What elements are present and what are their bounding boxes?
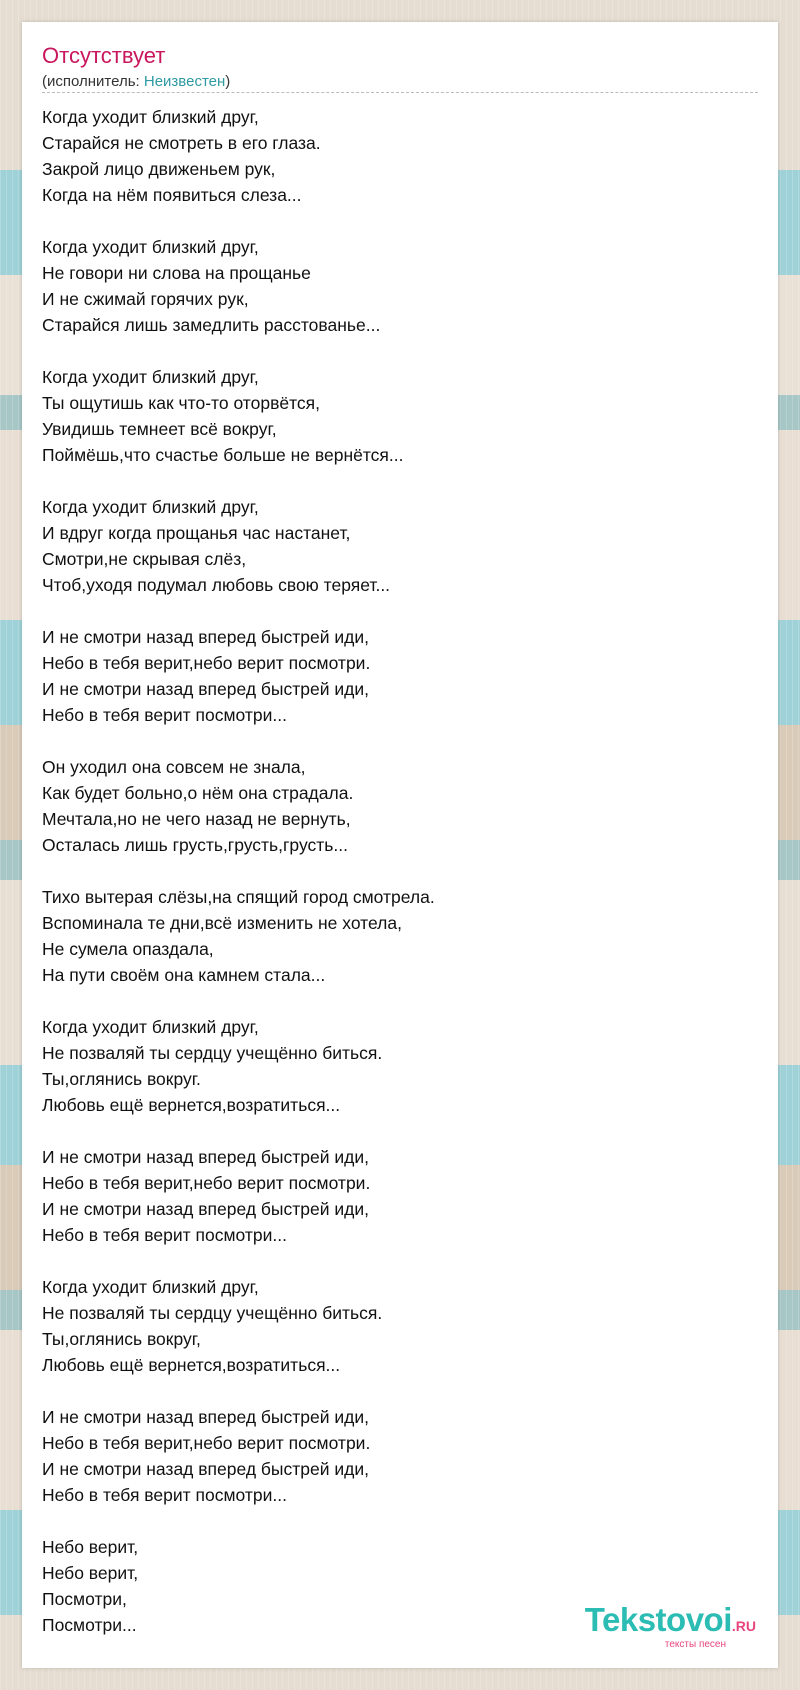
stanza-gap: [42, 858, 758, 884]
site-logo[interactable]: [585, 1603, 756, 1650]
lyric-line: Старайся лишь замедлить расстованье...: [42, 315, 381, 335]
lyric-line: Когда уходит близкий друг,: [42, 497, 259, 517]
lyrics-card: [22, 22, 778, 1668]
lyric-line: Небо в тебя верит посмотри...: [42, 1225, 287, 1245]
lyric-line: Мечтала,но не чего назад не вернуть,: [42, 809, 351, 829]
lyric-line: Небо в тебя верит,небо верит посмотри.: [42, 1433, 371, 1453]
lyric-line: Когда уходит близкий друг,: [42, 1277, 259, 1297]
lyric-line: И не смотри назад вперед быстрей иди,: [42, 1147, 369, 1167]
stanza-gap: [42, 1118, 758, 1144]
title-divider: [42, 92, 758, 93]
stanza-gap: [42, 338, 758, 364]
lyric-line: Небо в тебя верит,небо верит посмотри.: [42, 653, 371, 673]
lyric-line: Когда уходит близкий друг,: [42, 367, 259, 387]
stanza-gap: [42, 1508, 758, 1534]
lyric-line: Закрой лицо движеньем рук,: [42, 159, 276, 179]
song-title: Отсутствует: [42, 43, 166, 68]
lyric-line: Любовь ещё вернется,возратиться...: [42, 1095, 341, 1115]
stanza-gap: [42, 598, 758, 624]
lyric-line: Когда уходит близкий друг,: [42, 107, 259, 127]
lyric-line: Ты ощутишь как что-то оторвётся,: [42, 393, 321, 413]
lyric-line: Вспоминала те дни,всё изменить не хотела,: [42, 913, 402, 933]
lyric-line: Чтоб,уходя подумал любовь свою теряет...: [42, 575, 391, 595]
lyric-line: Посмотри...: [42, 1615, 137, 1635]
lyric-line: И вдруг когда прощанья час настанет,: [42, 523, 351, 543]
artist-prefix: (исполнитель:: [42, 73, 144, 90]
artist-link[interactable]: Неизвестен: [143, 73, 226, 90]
logo-tagline: тексты песен: [664, 1639, 726, 1650]
lyric-line: И не смотри назад вперед быстрей иди,: [42, 1199, 369, 1219]
lyric-line: Небо в тебя верит посмотри...: [42, 705, 287, 725]
stanza-gap: [42, 1248, 758, 1274]
lyric-line: Когда уходит близкий друг,: [42, 237, 259, 257]
lyric-line: Тихо вытерая слёзы,на спящий город смотрела.: [42, 887, 435, 907]
lyric-line: Старайся не смотреть в его глаза.: [42, 133, 321, 153]
stanza-gap: [42, 728, 758, 754]
lyric-line: Не позваляй ты сердцу учещённо биться.: [42, 1043, 383, 1063]
lyric-line: Поймёшь,что счастье больше не вернётся...: [42, 445, 404, 465]
lyric-line: Небо в тебя верит посмотри...: [42, 1485, 287, 1505]
lyric-line: И не смотри назад вперед быстрей иди,: [42, 627, 369, 647]
lyric-line: Небо верит,: [42, 1537, 139, 1557]
logo-brand-text: Tekstovoi: [584, 1601, 732, 1638]
lyric-line: Как будет больно,о нём она страдала.: [42, 783, 354, 803]
artist-line: [42, 72, 230, 92]
stanza-gap: [42, 208, 758, 234]
logo-brand: [585, 1603, 756, 1643]
lyrics-text: [42, 104, 758, 1638]
lyric-line: Когда на нём появиться слеза...: [42, 185, 302, 205]
stanza-gap: [42, 468, 758, 494]
artist-suffix: ): [225, 73, 231, 90]
lyric-line: Когда уходит близкий друг,: [42, 1017, 259, 1037]
lyric-line: Не сумела опаздала,: [42, 939, 214, 959]
lyric-line: Ты,оглянись вокруг,: [42, 1329, 201, 1349]
lyric-line: На пути своём она камнем стала...: [42, 965, 326, 985]
lyric-line: Не говори ни слова на прощанье: [42, 263, 311, 283]
stanza-gap: [42, 1378, 758, 1404]
lyric-line: Ты,оглянись вокруг.: [42, 1069, 201, 1089]
lyric-line: Любовь ещё вернется,возратиться...: [42, 1355, 341, 1375]
lyric-line: Небо в тебя верит,небо верит посмотри.: [42, 1173, 371, 1193]
lyric-line: И не смотри назад вперед быстрей иди,: [42, 1407, 369, 1427]
stanza-gap: [42, 988, 758, 1014]
lyric-line: И не смотри назад вперед быстрей иди,: [42, 1459, 369, 1479]
lyric-line: Он уходил она совсем не знала,: [42, 757, 306, 777]
lyric-line: И не сжимай горячих рук,: [42, 289, 249, 309]
lyric-line: Увидишь темнеет всё вокруг,: [42, 419, 277, 439]
lyric-line: И не смотри назад вперед быстрей иди,: [42, 679, 369, 699]
logo-tld: .RU: [731, 1618, 756, 1634]
lyric-line: Смотри,не скрывая слёз,: [42, 549, 247, 569]
lyric-line: Осталась лишь грусть,грусть,грусть...: [42, 835, 348, 855]
lyric-line: Не позваляй ты сердцу учещённо биться.: [42, 1303, 383, 1323]
lyric-line: Небо верит,: [42, 1563, 139, 1583]
lyric-line: Посмотри,: [42, 1589, 127, 1609]
